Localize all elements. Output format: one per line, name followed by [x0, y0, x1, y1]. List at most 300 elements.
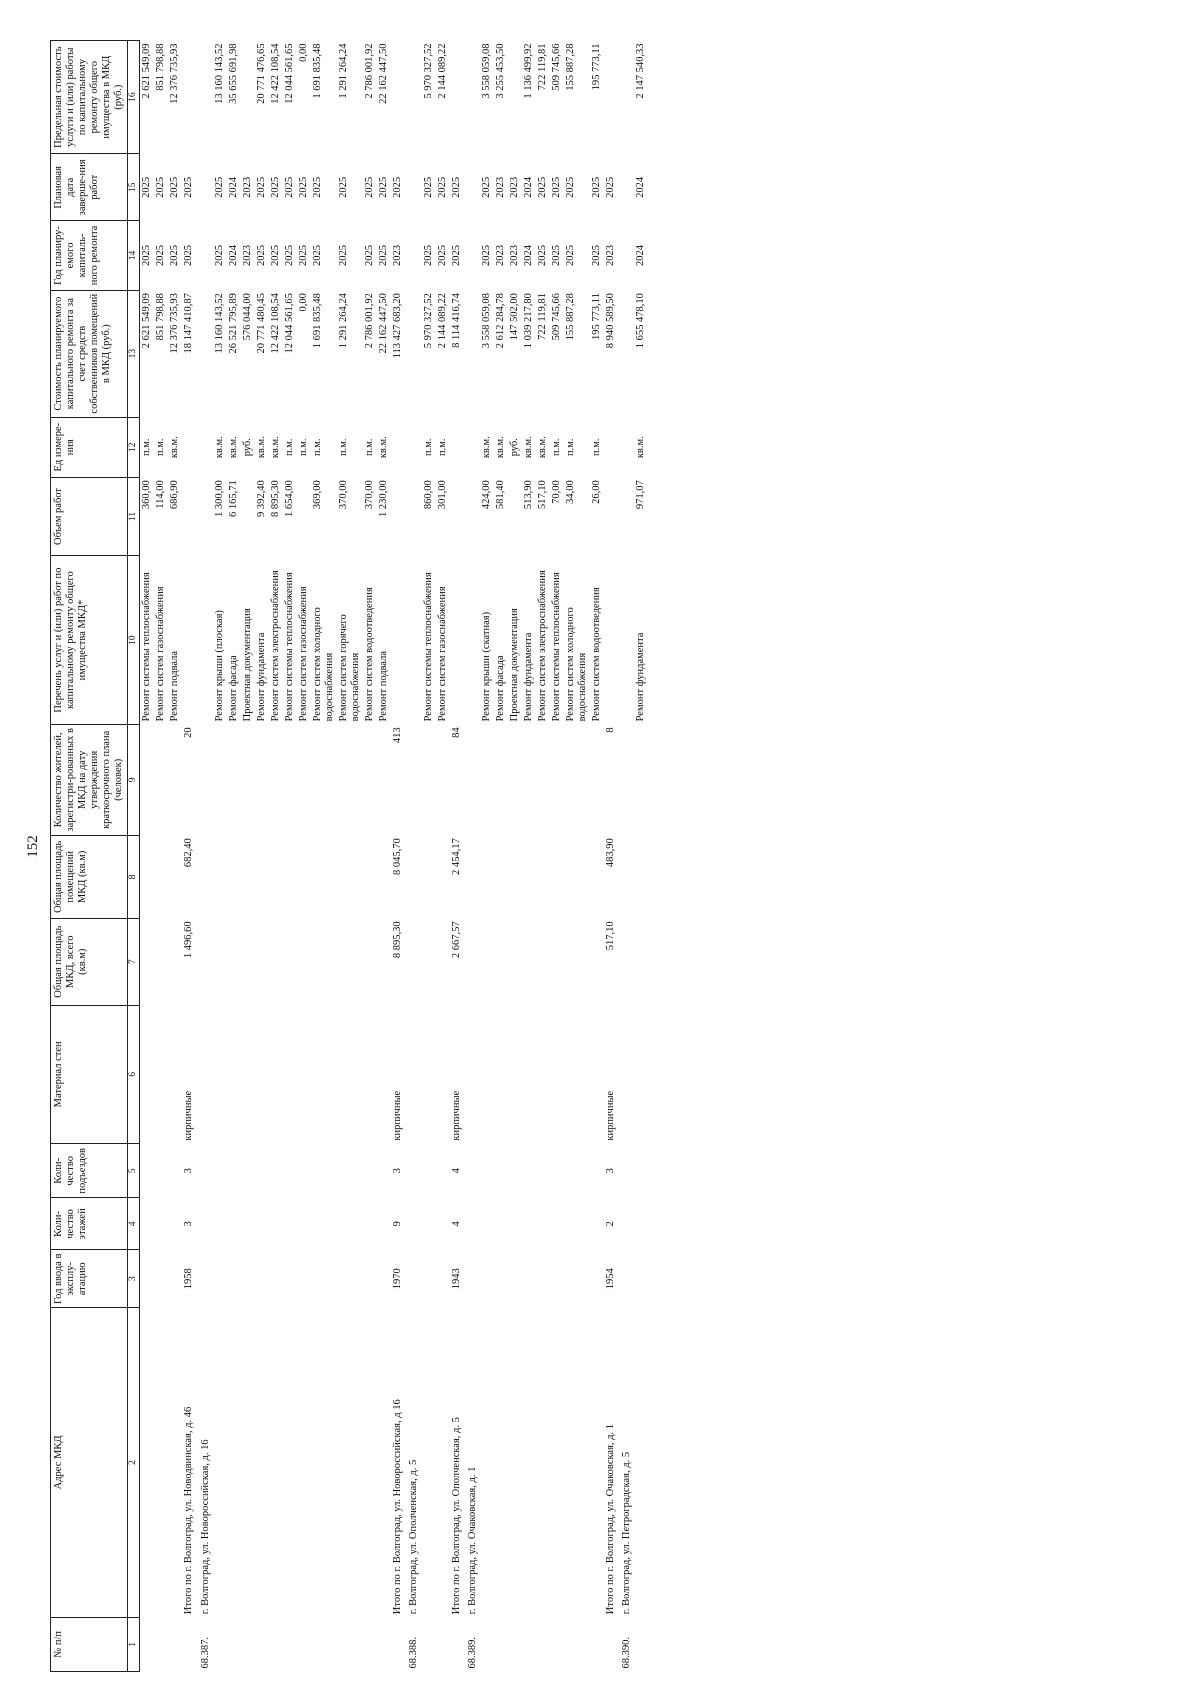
- entrances-cell: [494, 1144, 508, 1198]
- residents-cell: [255, 724, 269, 835]
- rooms-area-cell: [297, 835, 311, 918]
- entrances-cell: [405, 1144, 421, 1198]
- unit-cell: кв.м.: [213, 436, 225, 459]
- volume-cell: [450, 477, 464, 556]
- column-header-5: Коли-чество подъездов: [51, 1144, 128, 1198]
- total-row: [450, 41, 464, 1672]
- limit-cost-cell: [464, 41, 480, 154]
- work-row: [363, 41, 377, 1672]
- year-built-cell: [241, 1250, 255, 1308]
- work-item-cell: Ремонт фундамента: [635, 632, 647, 722]
- floors-cell: [480, 1198, 494, 1250]
- planned-year-cell: 2024: [635, 244, 647, 266]
- work-row: [536, 41, 550, 1672]
- floors-cell: [550, 1198, 564, 1250]
- volume-cell: [618, 477, 634, 556]
- work-item-cell: Ремонт систем водоотведения: [591, 587, 603, 722]
- wall-material-cell: [564, 1005, 590, 1144]
- entrances-cell: [140, 1144, 155, 1198]
- volume-cell: [391, 477, 405, 556]
- row-number-cell: 68.390.: [621, 1637, 633, 1669]
- address-cell: [436, 1308, 450, 1618]
- total-area-cell: [480, 918, 494, 1005]
- end-date-cell: 2024: [522, 176, 534, 198]
- end-date-cell: 2023: [508, 176, 520, 198]
- floors-cell: [564, 1198, 590, 1250]
- cost-cell: 2 786 001,92: [364, 293, 376, 349]
- unit-cell: [182, 417, 196, 477]
- residents-cell: [590, 724, 604, 835]
- wall-material-cell: кирпичные: [450, 1090, 462, 1141]
- work-item-cell: [405, 556, 421, 725]
- cost-cell: 1 039 217,80: [522, 293, 534, 349]
- address-cell: Итого по г. Волгоград, ул. Новороссийская, д 16: [392, 1399, 404, 1615]
- wall-material-cell: кирпичные: [183, 1090, 195, 1141]
- planned-year-cell: 2023: [494, 244, 506, 266]
- row-number-cell: [422, 1617, 436, 1671]
- year-built-cell: [634, 1250, 648, 1308]
- address-cell: [269, 1308, 283, 1618]
- wall-material-cell: [283, 1005, 297, 1144]
- address-cell: [422, 1308, 436, 1618]
- year-built-cell: [197, 1250, 213, 1308]
- work-item-cell: [618, 556, 634, 725]
- work-row: [154, 41, 168, 1672]
- rooms-area-cell: [550, 835, 564, 918]
- planned-year-cell: 2025: [297, 244, 309, 266]
- address-cell: г. Волгоград, ул. Очаковская, д. 1: [466, 1466, 478, 1615]
- planned-year-cell: 2025: [283, 244, 295, 266]
- limit-cost-cell: [618, 41, 634, 154]
- planned-year-cell: 2025: [155, 244, 167, 266]
- row-number-cell: [450, 1617, 464, 1671]
- rotated-table-wrapper: [50, 40, 1200, 1672]
- volume-cell: 517,10: [537, 480, 549, 510]
- year-built-cell: 1954: [605, 1268, 617, 1290]
- residents-cell: [494, 724, 508, 835]
- unit-cell: п.м.: [297, 438, 309, 456]
- residents-cell: 20: [183, 727, 195, 738]
- year-built-cell: [464, 1250, 480, 1308]
- row-number-cell: [269, 1617, 283, 1671]
- residents-cell: [377, 724, 391, 835]
- floors-cell: [311, 1198, 337, 1250]
- wall-material-cell: [480, 1005, 494, 1144]
- planned-year-cell: 2025: [565, 244, 577, 266]
- row-number-cell: 68.387.: [199, 1637, 211, 1669]
- year-built-cell: [536, 1250, 550, 1308]
- total-row: [182, 41, 196, 1672]
- work-item-cell: Ремонт систем электроснабжения: [537, 570, 549, 722]
- address-cell: [550, 1308, 564, 1618]
- cost-cell: 155 887,28: [565, 293, 577, 341]
- cost-cell: 195 773,11: [591, 293, 603, 340]
- total-area-cell: [436, 918, 450, 1005]
- work-item-cell: Ремонт систем электроснабжения: [269, 570, 281, 722]
- year-built-cell: [494, 1250, 508, 1308]
- row-number-cell: [604, 1617, 618, 1671]
- row-number-cell: [227, 1617, 241, 1671]
- floors-cell: [405, 1198, 421, 1250]
- column-number-9: 9: [128, 724, 140, 835]
- rooms-area-cell: [197, 835, 213, 918]
- wall-material-cell: [536, 1005, 550, 1144]
- work-item-cell: Ремонт фасада: [227, 655, 239, 722]
- total-area-cell: [536, 918, 550, 1005]
- planned-year-cell: 2023: [508, 244, 520, 266]
- unit-cell: [391, 417, 405, 477]
- end-date-cell: 2023: [241, 176, 253, 198]
- residents-cell: [522, 724, 536, 835]
- year-built-cell: [522, 1250, 536, 1308]
- planned-year-cell: 2025: [591, 244, 603, 266]
- wall-material-cell: [241, 1005, 255, 1144]
- column-header-15: Плановая дата заверше-ния работ: [51, 154, 128, 221]
- floors-cell: 9: [392, 1221, 404, 1227]
- residents-cell: [550, 724, 564, 835]
- planned-year-cell: 2025: [141, 244, 153, 266]
- address-row: [405, 41, 421, 1672]
- floors-cell: [464, 1198, 480, 1250]
- cost-cell: 12 422 108,54: [269, 293, 281, 354]
- limit-cost-cell: [508, 41, 522, 154]
- entrances-cell: [269, 1144, 283, 1198]
- volume-cell: 370,00: [364, 480, 376, 510]
- end-date-cell: 2025: [605, 176, 617, 198]
- column-number-1: 1: [128, 1617, 140, 1671]
- work-item-cell: Ремонт системы теплоснабжения: [141, 572, 153, 722]
- limit-cost-cell: 3 255 453,50: [494, 43, 506, 99]
- rooms-area-cell: [422, 835, 436, 918]
- capital-repair-table: [50, 40, 649, 1672]
- work-item-cell: Ремонт системы теплоснабжения: [551, 572, 563, 722]
- end-date-cell: 2025: [378, 176, 390, 198]
- entrances-cell: [297, 1144, 311, 1198]
- address-cell: [213, 1308, 227, 1618]
- wall-material-cell: [436, 1005, 450, 1144]
- total-area-cell: 2 667,57: [450, 921, 462, 959]
- address-cell: Итого по г. Волгоград, ул. Новодвинская, д. 46: [183, 1406, 195, 1615]
- total-area-cell: [464, 918, 480, 1005]
- limit-cost-cell: 12 376 735,93: [169, 43, 181, 104]
- wall-material-cell: [634, 1005, 648, 1144]
- column-header-11: Объем работ: [51, 477, 128, 556]
- rooms-area-cell: [522, 835, 536, 918]
- total-area-cell: [550, 918, 564, 1005]
- residents-cell: [140, 724, 155, 835]
- address-cell: [522, 1308, 536, 1618]
- volume-cell: 360,00: [141, 480, 153, 510]
- floors-cell: [241, 1198, 255, 1250]
- row-number-cell: 68.389.: [466, 1637, 478, 1669]
- volume-cell: 1 230,00: [378, 480, 390, 517]
- work-row: [337, 41, 363, 1672]
- rooms-area-cell: [363, 835, 377, 918]
- end-date-cell: 2025: [141, 176, 153, 198]
- limit-cost-cell: 1 691 835,48: [312, 43, 324, 99]
- address-cell: [508, 1308, 522, 1618]
- total-area-cell: [508, 918, 522, 1005]
- unit-cell: кв.м.: [537, 436, 549, 459]
- unit-cell: п.м.: [436, 438, 448, 456]
- rooms-area-cell: [508, 835, 522, 918]
- floors-cell: [283, 1198, 297, 1250]
- end-date-cell: 2025: [480, 176, 492, 198]
- unit-cell: п.м.: [565, 438, 577, 456]
- entrances-cell: [311, 1144, 337, 1198]
- column-header-8: Общая площадь помещений МКД (кв.м): [51, 835, 128, 918]
- year-built-cell: [140, 1250, 155, 1308]
- floors-cell: [337, 1198, 363, 1250]
- work-item-cell: Ремонт фундамента: [522, 632, 534, 722]
- planned-year-cell: 2025: [551, 244, 563, 266]
- rooms-area-cell: [377, 835, 391, 918]
- rooms-area-cell: [464, 835, 480, 918]
- end-date-cell: 2025: [283, 176, 295, 198]
- cost-cell: 509 745,66: [551, 293, 563, 341]
- cost-cell: 13 160 143,52: [213, 293, 225, 354]
- row-number-cell: [363, 1617, 377, 1671]
- total-area-cell: [140, 918, 155, 1005]
- column-number-15: 15: [128, 154, 140, 221]
- page-number: 152: [24, 835, 41, 858]
- address-cell: [140, 1308, 155, 1618]
- cost-cell: 0,00: [297, 293, 309, 312]
- total-area-cell: [363, 918, 377, 1005]
- cost-cell: 18 147 410,87: [183, 293, 195, 354]
- wall-material-cell: [508, 1005, 522, 1144]
- year-built-cell: [436, 1250, 450, 1308]
- address-cell: [590, 1308, 604, 1618]
- planned-year-cell: 2023: [241, 244, 253, 266]
- total-area-cell: [377, 918, 391, 1005]
- rooms-area-cell: [168, 835, 182, 918]
- cost-cell: 8 114 416,74: [450, 293, 462, 348]
- unit-cell: п.м.: [591, 438, 603, 456]
- end-date-cell: 2024: [227, 176, 239, 198]
- address-cell: [154, 1308, 168, 1618]
- wall-material-cell: [363, 1005, 377, 1144]
- row-number-cell: [436, 1617, 450, 1671]
- total-area-cell: [522, 918, 536, 1005]
- wall-material-cell: [311, 1005, 337, 1144]
- residents-cell: [311, 724, 337, 835]
- total-area-cell: 1 496,60: [183, 921, 195, 959]
- rooms-area-cell: 2 454,17: [450, 838, 462, 876]
- residents-cell: [422, 724, 436, 835]
- unit-cell: п.м.: [364, 438, 376, 456]
- wall-material-cell: кирпичные: [605, 1090, 617, 1141]
- planned-year-cell: 2023: [392, 244, 404, 266]
- column-header-12: Ед измере-ния: [51, 417, 128, 477]
- entrances-cell: [590, 1144, 604, 1198]
- residents-cell: [363, 724, 377, 835]
- limit-cost-cell: 722 119,81: [537, 43, 549, 91]
- end-date-cell: [464, 154, 480, 221]
- floors-cell: [436, 1198, 450, 1250]
- limit-cost-cell: [197, 41, 213, 154]
- entrances-cell: [213, 1144, 227, 1198]
- cost-cell: 2 144 089,22: [436, 293, 448, 349]
- total-row: [391, 41, 405, 1672]
- work-item-cell: Ремонт систем газоснабжения: [155, 586, 167, 722]
- volume-cell: 513,90: [522, 480, 534, 510]
- column-number-14: 14: [128, 221, 140, 290]
- volume-cell: 9 392,40: [255, 480, 267, 517]
- cost-cell: 851 798,88: [155, 293, 167, 341]
- entrances-cell: 3: [605, 1168, 617, 1174]
- row-number-cell: [522, 1617, 536, 1671]
- work-item-cell: Ремонт подвала: [378, 650, 390, 722]
- work-item-cell: [604, 556, 618, 725]
- volume-cell: 114,00: [155, 480, 167, 509]
- entrances-cell: [154, 1144, 168, 1198]
- work-row: [522, 41, 536, 1672]
- year-built-cell: [213, 1250, 227, 1308]
- work-row: [436, 41, 450, 1672]
- planned-year-cell: 2025: [480, 244, 492, 266]
- entrances-cell: 3: [183, 1168, 195, 1174]
- column-header-10: Перечень услуг и (или) работ по капитальному ремонту общего имущества МКД*: [51, 556, 128, 725]
- entrances-cell: [550, 1144, 564, 1198]
- cost-cell: 113 427 683,20: [392, 293, 404, 359]
- rooms-area-cell: 8 045,70: [392, 838, 404, 876]
- limit-cost-cell: [450, 41, 464, 154]
- address-cell: [337, 1308, 363, 1618]
- total-area-cell: [197, 918, 213, 1005]
- residents-cell: [480, 724, 494, 835]
- floors-cell: [536, 1198, 550, 1250]
- planned-year-cell: 2024: [522, 244, 534, 266]
- column-header-14: Год планиру-емого капиталь-ного ремонта: [51, 221, 128, 290]
- total-area-cell: [213, 918, 227, 1005]
- residents-cell: [405, 724, 421, 835]
- entrances-cell: [480, 1144, 494, 1198]
- planned-year-cell: 2025: [364, 244, 376, 266]
- planned-year-cell: 2024: [227, 244, 239, 266]
- volume-cell: 26,00: [591, 480, 603, 504]
- row-number-cell: [550, 1617, 564, 1671]
- limit-cost-cell: [241, 41, 255, 154]
- limit-cost-cell: 5 970 327,52: [422, 43, 434, 99]
- limit-cost-cell: 2 147 540,33: [635, 43, 647, 99]
- wall-material-cell: [464, 1005, 480, 1144]
- work-item-cell: Ремонт фасада: [494, 655, 506, 722]
- residents-cell: [464, 724, 480, 835]
- work-row: [297, 41, 311, 1672]
- cost-cell: [464, 290, 480, 417]
- row-number-cell: 68.388.: [408, 1637, 420, 1669]
- year-built-cell: [168, 1250, 182, 1308]
- entrances-cell: [618, 1144, 634, 1198]
- end-date-cell: 2025: [155, 176, 167, 198]
- year-built-cell: [269, 1250, 283, 1308]
- work-item-cell: Ремонт систем холодного водоснабжения: [565, 607, 589, 722]
- cost-cell: 5 970 327,52: [422, 293, 434, 349]
- volume-cell: [508, 477, 522, 556]
- residents-cell: [508, 724, 522, 835]
- rooms-area-cell: [154, 835, 168, 918]
- residents-cell: 413: [392, 727, 404, 744]
- limit-cost-cell: [391, 41, 405, 154]
- total-row: [604, 41, 618, 1672]
- planned-year-cell: 2025: [378, 244, 390, 266]
- wall-material-cell: [269, 1005, 283, 1144]
- floors-cell: 4: [450, 1221, 462, 1227]
- work-item-cell: Ремонт крыши (скатная): [480, 611, 492, 722]
- residents-cell: [213, 724, 227, 835]
- end-date-cell: [405, 154, 421, 221]
- work-item-cell: Ремонт систем газоснабжения: [297, 586, 309, 722]
- unit-cell: кв.м.: [255, 436, 267, 459]
- column-header-6: Материал стен: [51, 1005, 128, 1144]
- row-number-cell: [241, 1617, 255, 1671]
- entrances-cell: [436, 1144, 450, 1198]
- year-built-cell: [311, 1250, 337, 1308]
- residents-cell: [168, 724, 182, 835]
- work-item-cell: [450, 556, 464, 725]
- limit-cost-cell: 2 144 089,22: [436, 43, 448, 99]
- row-number-cell: [564, 1617, 590, 1671]
- limit-cost-cell: 12 044 561,65: [283, 43, 295, 104]
- planned-year-cell: 2025: [169, 244, 181, 266]
- work-row: [377, 41, 391, 1672]
- floors-cell: 2: [605, 1221, 617, 1227]
- planned-year-cell: 2025: [338, 244, 350, 266]
- address-cell: Итого по г. Волгоград, ул. Ополченская, д. 5: [450, 1417, 462, 1615]
- total-area-cell: 517,10: [605, 921, 617, 951]
- column-number-10: 10: [128, 556, 140, 725]
- work-item-cell: [464, 556, 480, 725]
- total-area-cell: [297, 918, 311, 1005]
- limit-cost-cell: 0,00: [297, 43, 309, 62]
- limit-cost-cell: [604, 41, 618, 154]
- planned-year-cell: 2025: [537, 244, 549, 266]
- volume-cell: 860,00: [422, 480, 434, 510]
- volume-cell: [405, 477, 421, 556]
- year-built-cell: [377, 1250, 391, 1308]
- total-area-cell: [255, 918, 269, 1005]
- unit-cell: кв.м.: [378, 436, 390, 459]
- floors-cell: [590, 1198, 604, 1250]
- work-item-cell: Проектная документация: [241, 608, 253, 722]
- rooms-area-cell: [140, 835, 155, 918]
- end-date-cell: [618, 154, 634, 221]
- limit-cost-cell: 22 162 447,50: [378, 43, 390, 104]
- floors-cell: [269, 1198, 283, 1250]
- row-number-cell: [213, 1617, 227, 1671]
- planned-year-cell: 2025: [183, 244, 195, 266]
- limit-cost-cell: 195 773,11: [591, 43, 603, 91]
- volume-cell: 370,00: [338, 480, 350, 510]
- end-date-cell: 2025: [565, 176, 577, 198]
- floors-cell: [363, 1198, 377, 1250]
- residents-cell: [337, 724, 363, 835]
- end-date-cell: 2025: [297, 176, 309, 198]
- column-header-3: Год ввода в эксплу-атацию: [51, 1250, 128, 1308]
- planned-year-cell: 2025: [422, 244, 434, 266]
- address-cell: [168, 1308, 182, 1618]
- volume-cell: 70,00: [551, 480, 563, 504]
- year-built-cell: 1970: [392, 1268, 404, 1290]
- floors-cell: [213, 1198, 227, 1250]
- work-item-cell: Ремонт подвала: [169, 650, 181, 722]
- rooms-area-cell: [634, 835, 648, 918]
- planned-year-cell: 2025: [436, 244, 448, 266]
- row-number-cell: [590, 1617, 604, 1671]
- work-item-cell: [182, 556, 196, 725]
- total-area-cell: [227, 918, 241, 1005]
